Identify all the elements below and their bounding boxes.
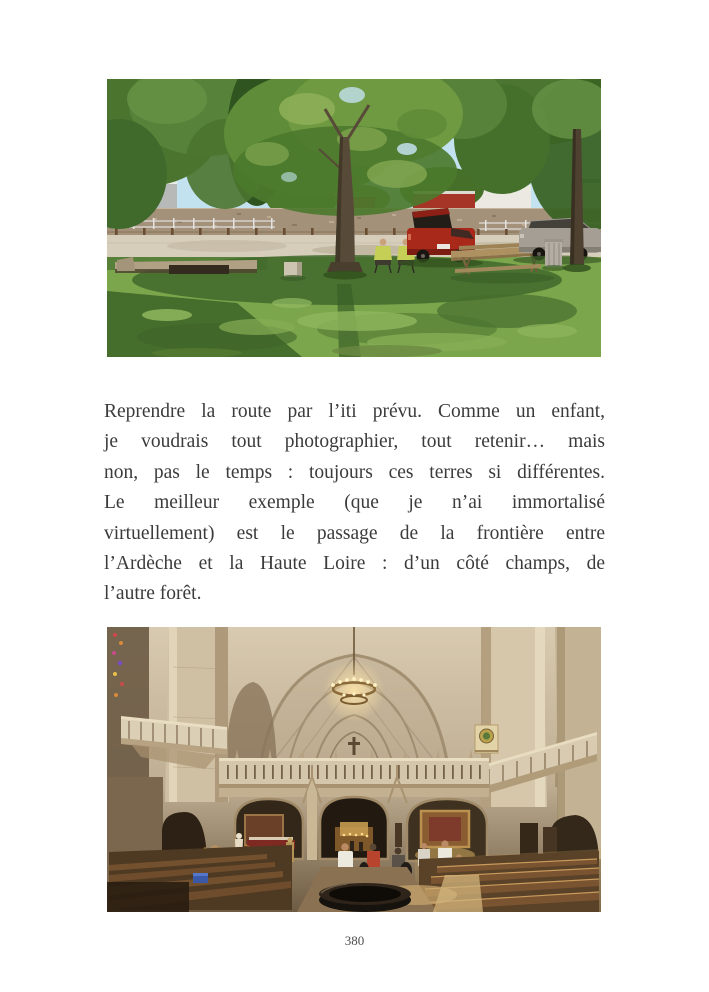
- paragraph-line: l’autre forêt.: [104, 583, 202, 605]
- paragraph-line: l’Ardèche et la Haute Loire : d’un côté champs, de: [104, 553, 605, 575]
- photo-park-picnic: [107, 79, 601, 357]
- center-arch: [320, 797, 388, 859]
- paragraph-line: Reprendre la route par l’iti prévu. Comme un enfant,: [104, 401, 605, 422]
- banner-emblem: [475, 725, 498, 753]
- pews-left: [107, 845, 292, 912]
- paragraph-line: virtuellement) est le passage de la frontière entre: [104, 522, 605, 544]
- basin: [319, 883, 411, 912]
- photo-church-interior: [107, 627, 601, 912]
- paragraph-line: je voudrais tout photographier, tout retenir… mais: [104, 431, 605, 453]
- page-number: 380: [344, 933, 365, 948]
- paragraph-line: Le meilleur exemple (que je n’ai immortalisé: [104, 492, 605, 514]
- paragraph: [104, 397, 605, 610]
- paragraph-line: non, pas le temps : toujours ces terres si différentes.: [104, 461, 605, 483]
